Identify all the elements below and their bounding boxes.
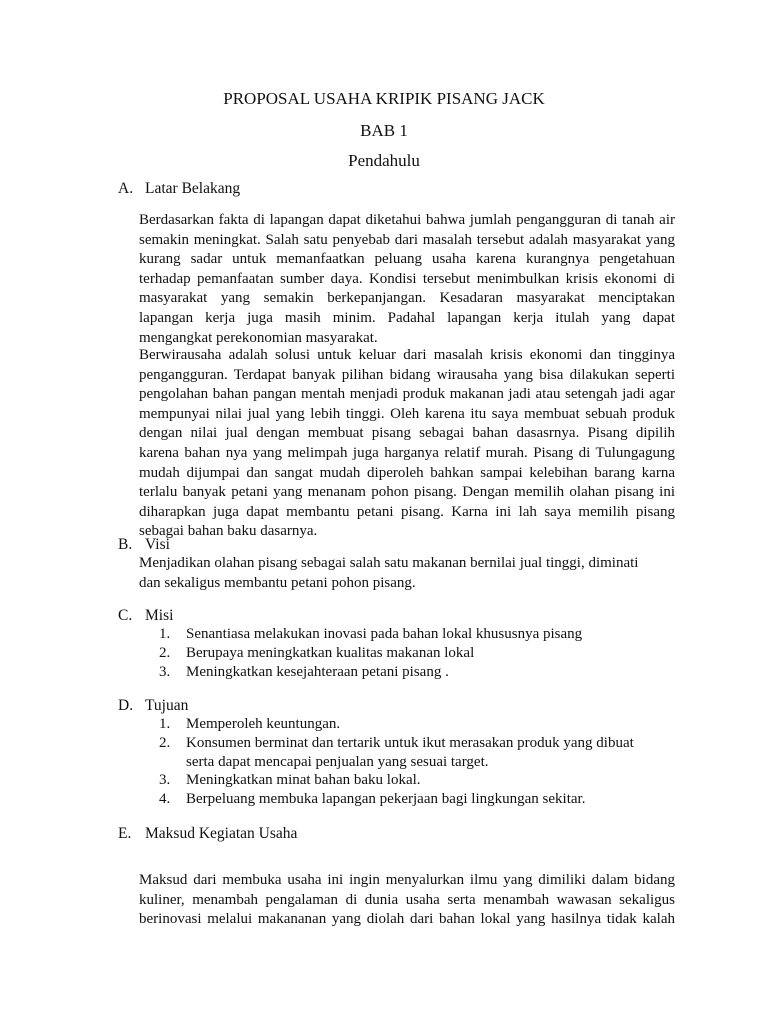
text-line: dan sekaligus membantu petani pohon pisang. <box>139 574 416 591</box>
list-item <box>159 663 582 682</box>
list-number: 4. <box>159 791 171 808</box>
chapter-title: Pendahulu <box>348 151 420 170</box>
section-title: Latar Belakang <box>145 180 241 197</box>
list-item <box>159 771 634 790</box>
maksud-paragraph <box>139 871 675 930</box>
list-number: 1. <box>159 626 171 642</box>
text-line: terhadap pemanfaatan sumber daya. Kondisi tersebut menimbulkan krisis ekonomi di <box>139 270 675 287</box>
document-title: PROPOSAL USAHA KRIPIK PISANG JACK <box>223 89 545 108</box>
latar-belakang-paragraph-2 <box>139 346 675 542</box>
text-line: Berwirausaha adalah solusi untuk keluar dari masalah krisis ekonomi dan tingginya <box>139 347 675 363</box>
text-line: diharapkan juga dapat membantu petani pisang. Karna ini lah saya memilih pisang <box>139 503 675 520</box>
text-line: karena bahan nya yang melimpah juga harganya relatif murah. Pisang di Tulungagung <box>139 444 675 461</box>
list-number: 3. <box>159 663 171 680</box>
section-letter: A. <box>118 180 134 197</box>
list-text: Berupaya meningkatkan kualitas makanan lokal <box>186 644 475 661</box>
section-title: Misi <box>145 607 174 624</box>
text-line: terlalu banyak petani yang menanam pohon pisang. Dengan memilih olahan pisang ini <box>139 484 675 501</box>
tujuan-list <box>159 715 634 809</box>
text-line: Menjadikan olahan pisang sebagai salah satu makanan bernilai jual tinggi, diminati <box>139 555 639 571</box>
text-line: kuliner, menambah pengalaman di dunia usaha serta menambah wawasan sekaligus <box>139 891 675 908</box>
list-number: 2. <box>159 644 171 661</box>
section-title: Maksud Kegiatan Usaha <box>145 825 298 842</box>
list-text: Meningkatkan minat bahan baku lokal. <box>186 772 421 789</box>
list-text: Berpeluang membuka lapangan pekerjaan bagi lingkungan sekitar. <box>186 791 586 808</box>
text-line: Maksud dari membuka usaha ini ingin menyalurkan ilmu yang dimiliki dalam bidang <box>139 872 675 888</box>
text-line: pengangguran. Terdapat banyak pilihan bidang wirausaha yang bisa dilakukan seperti <box>139 366 675 383</box>
text-line: dengan nilai jual dengan membuat pisang sebagai bahan dasasrnya. Pisang dipilih <box>139 425 675 442</box>
list-item <box>159 644 582 663</box>
list-text-continuation: serta dapat mencapai penjualan yang sesuai target. <box>186 753 489 770</box>
list-text: Memperoleh keuntungan. <box>186 716 341 732</box>
section-letter: B. <box>118 536 133 553</box>
list-item <box>159 715 634 734</box>
text-line: kurang sadar untuk memanfaatkan peluang usaha karena kurangnya pengetahuan <box>139 251 675 268</box>
text-line: masyarakat yang semakin berkepanjangan. Kesadaran masyarakat menciptakan <box>139 290 675 307</box>
text-line: semakin meningkat. Salah satu penyebab dari masalah tersebut adalah masyarakat yang <box>139 231 675 248</box>
text-line: Berdasarkan fakta di lapangan dapat diketahui bahwa jumlah pengangguran di tanah air <box>139 212 675 228</box>
section-b-heading <box>118 536 170 554</box>
list-number: 1. <box>159 716 171 732</box>
list-item <box>159 625 582 644</box>
list-text: Konsumen berminat dan tertarik untuk ikut merasakan produk yang dibuat <box>186 734 634 751</box>
list-number: 2. <box>159 734 171 751</box>
text-line: sebagai bahan baku dasarnya. <box>139 523 318 540</box>
text-line: mempunyai nilai jual yang lebih tinggi. Oleh karena itu saya membuat sebuah produk <box>139 405 675 422</box>
text-line: mengangkat perekonomian masyarakat. <box>139 329 378 346</box>
misi-list <box>159 625 582 681</box>
latar-belakang-paragraph-1 <box>139 211 675 348</box>
section-a-heading <box>118 180 240 198</box>
section-letter: E. <box>118 825 132 842</box>
list-item <box>159 790 634 809</box>
text-line: mudah dijumpai dan sangat mudah diperoleh bahkan sampai kelebihan barang karna <box>139 464 675 481</box>
list-item <box>159 734 634 772</box>
visi-text <box>139 554 675 593</box>
text-line: berinovasi melalui makananan yang diolah dari bahan lokal yang hasilnya tidak kalah <box>139 911 675 928</box>
text-line: pengolahan bahan pangan mentah menjadi produk makanan jadi atau setengah jadi agar <box>139 386 675 403</box>
section-letter: C. <box>118 607 133 624</box>
section-letter: D. <box>118 697 134 714</box>
section-e-heading <box>118 825 297 843</box>
list-text: Senantiasa melakukan inovasi pada bahan lokal khususnya pisang <box>186 626 583 642</box>
list-number: 3. <box>159 772 171 789</box>
section-title: Visi <box>145 536 170 553</box>
text-line: lapangan kerja juga masih minim. Padahal lapangan kerja itulah yang dapat <box>139 309 675 326</box>
list-text: Meningkatkan kesejahteraan petani pisang . <box>186 663 449 680</box>
section-d-heading <box>118 697 188 715</box>
section-c-heading <box>118 607 173 625</box>
section-title: Tujuan <box>145 697 189 714</box>
chapter-number: BAB 1 <box>360 121 408 140</box>
